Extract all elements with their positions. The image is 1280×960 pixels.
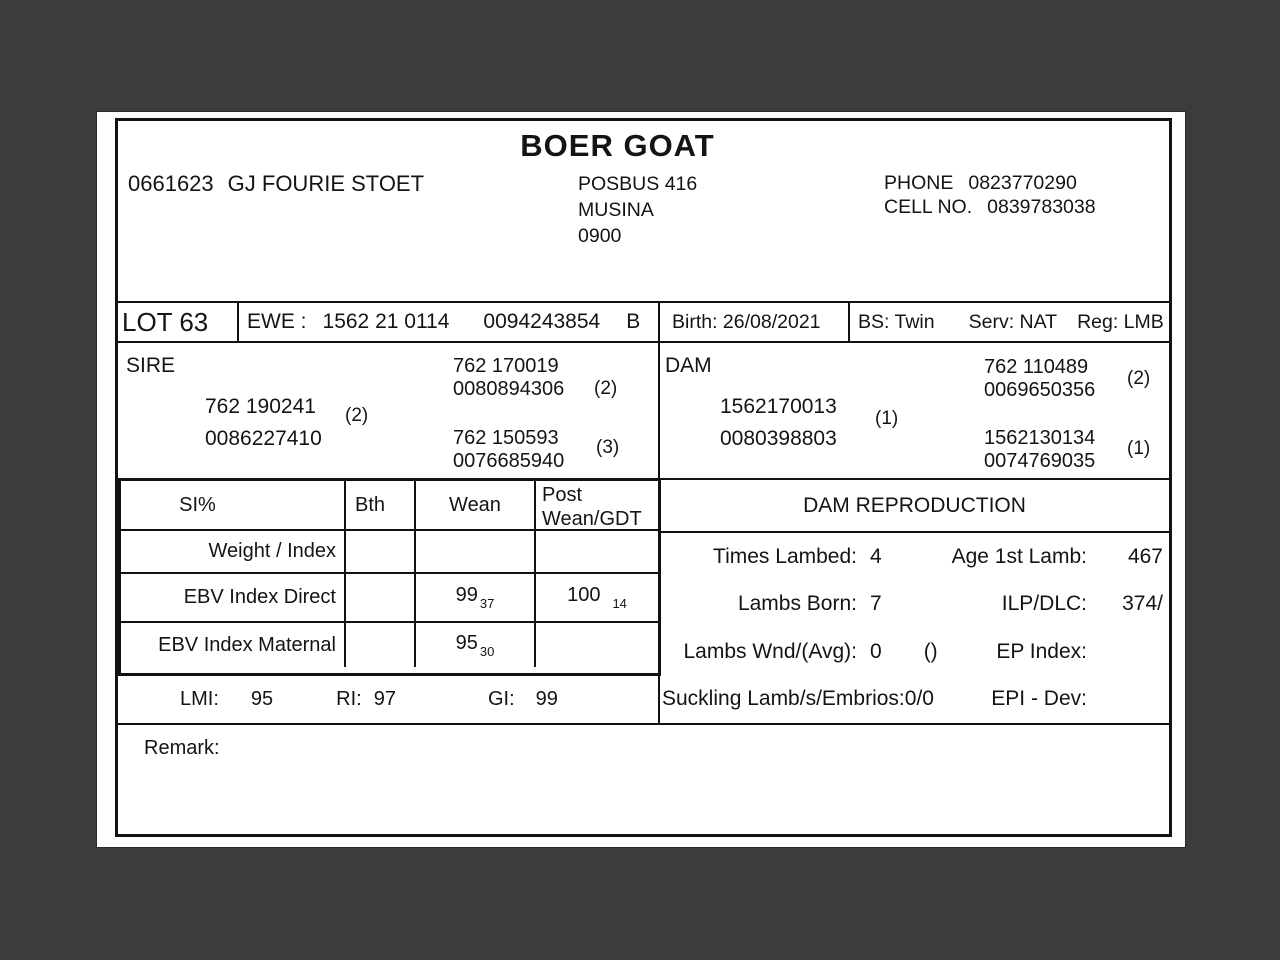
epi-dev-label: EPI - Dev: — [991, 687, 1087, 711]
weight-bth-cell — [346, 531, 416, 572]
sire-parent-id: 762 190241 — [205, 395, 316, 418]
page-title: BOER GOAT — [520, 128, 715, 163]
ilp-dlc-label: ILP/DLC: — [1001, 592, 1087, 616]
ilp-dlc-value: 374/ — [1122, 592, 1163, 616]
address-line-3: 0900 — [578, 225, 622, 247]
sire-grandsire-note: (2) — [594, 378, 618, 399]
address-line-1: POSBUS 416 — [578, 173, 698, 195]
ri-label: RI: — [336, 688, 362, 710]
age-first-lamb-value: 467 — [1127, 544, 1163, 568]
lambs-weaned-label: Lambs Wnd/(Avg): — [683, 639, 857, 663]
owner-id: 0661623 — [128, 171, 214, 196]
index-summary-row — [118, 676, 661, 723]
sire-parent — [205, 391, 322, 455]
dam-reproduction-title: DAM REPRODUCTION — [660, 480, 1169, 533]
dam-label: DAM — [665, 354, 712, 377]
address-block — [578, 171, 697, 249]
pedigree-section — [118, 343, 1169, 478]
weight-wean-cell — [416, 531, 536, 572]
suckling-label: Suckling Lamb/s/Embrios: — [662, 687, 905, 711]
ebv-direct-post-value: 100 — [567, 584, 601, 606]
cell-label: CELL NO. — [884, 196, 973, 218]
ebv-maternal-wean-accuracy: 30 — [479, 643, 495, 659]
phone-label: PHONE — [884, 172, 954, 194]
animal-suffix: B — [626, 310, 641, 333]
document-page — [97, 112, 1185, 847]
dam-rep-row — [660, 628, 1169, 676]
ep-index-label: EP Index: — [996, 639, 1087, 663]
lmi-value: 95 — [250, 688, 274, 710]
cell-number: 0839783038 — [987, 196, 1096, 218]
weight-index-label: Weight / Index — [121, 531, 346, 572]
lambs-weaned-avg: () — [923, 639, 938, 663]
birth-date: Birth: 26/08/2021 — [660, 303, 850, 341]
col-header-post-wean: Post Wean/GDT — [542, 484, 642, 530]
flags-cell — [850, 303, 1169, 341]
address-line-2: MUSINA — [578, 199, 654, 221]
dam-granddam-reg: 0074769035 — [984, 450, 1096, 472]
lmi-label: LMI: — [180, 688, 219, 710]
col-header-wean: Wean — [416, 481, 536, 529]
registration: Reg: LMB — [1077, 310, 1164, 333]
ebv-direct-post-cell — [536, 574, 658, 621]
phone-number: 0823770290 — [968, 172, 1077, 194]
col-header-bth: Bth — [346, 481, 416, 529]
gi-value: 99 — [535, 688, 558, 710]
dam-rep-row — [660, 533, 1169, 581]
performance-header-row — [121, 481, 658, 531]
lot-number: LOT 63 — [118, 303, 239, 341]
ebv-maternal-wean-cell — [416, 623, 536, 667]
age-first-lamb-label: Age 1st Lamb: — [951, 544, 1087, 568]
table-row — [121, 574, 658, 623]
table-row — [121, 623, 658, 667]
performance-table — [118, 478, 661, 676]
lambs-born-value: 7 — [870, 592, 882, 616]
remark-section — [118, 723, 1169, 834]
sire-granddam-note: (3) — [596, 437, 620, 458]
birth-status: BS: Twin — [858, 310, 935, 333]
dam-parent-reg: 0080398803 — [720, 427, 837, 450]
service-type: Serv: NAT — [968, 310, 1058, 333]
gi-label: GI: — [487, 688, 515, 710]
cell-line — [884, 195, 1096, 219]
dam-grandsire-reg: 0069650356 — [984, 379, 1096, 401]
times-lambed-value: 4 — [870, 544, 882, 568]
document-frame — [115, 118, 1172, 837]
ri-value: 97 — [373, 688, 396, 710]
ebv-maternal-post-cell — [536, 623, 658, 667]
animal-id: 1562 21 0114 — [322, 310, 450, 333]
lot-row — [118, 301, 1169, 343]
sire-label: SIRE — [126, 354, 176, 377]
ebv-direct-wean-accuracy: 37 — [479, 596, 495, 611]
owner-line — [128, 171, 424, 197]
lambs-born-label: Lambs Born: — [737, 592, 857, 616]
ebv-direct-label: EBV Index Direct — [121, 574, 346, 621]
dam-rep-row — [660, 676, 1169, 724]
sire-granddam-id: 762 150593 — [453, 427, 559, 449]
animal-cell — [239, 303, 660, 341]
dam-granddam — [984, 427, 1095, 473]
suckling-value: 0/0 — [904, 687, 934, 711]
owner-name: GJ FOURIE STOET — [227, 171, 425, 196]
sire-granddam-reg: 0076685940 — [453, 450, 565, 472]
sire-parent-reg: 0086227410 — [205, 427, 322, 450]
dam-parent-id: 1562170013 — [720, 395, 837, 418]
dam-granddam-id: 1562130134 — [984, 427, 1096, 449]
dam-parent — [720, 391, 837, 455]
remark-label: Remark: — [144, 737, 220, 759]
ebv-maternal-bth-cell — [346, 623, 416, 667]
ebv-direct-wean-value: 99 — [455, 584, 478, 606]
lambs-weaned-value: 0 — [870, 639, 882, 663]
animal-type: EWE : — [247, 310, 307, 333]
table-row — [121, 531, 658, 574]
dam-granddam-note: (1) — [1127, 438, 1151, 459]
sire-grandsire-id: 762 170019 — [453, 355, 559, 377]
dam-grandsire — [984, 356, 1095, 402]
sire-grandsire-reg: 0080894306 — [453, 378, 565, 400]
weight-post-cell — [536, 531, 658, 572]
animal-reg-number: 0094243854 — [483, 310, 601, 333]
dam-reproduction-rows — [660, 533, 1169, 723]
times-lambed-label: Times Lambed: — [713, 544, 857, 568]
dam-grandsire-note: (2) — [1127, 368, 1151, 389]
phone-line — [884, 171, 1096, 195]
dam-grandsire-id: 762 110489 — [984, 356, 1089, 378]
ebv-direct-bth-cell — [346, 574, 416, 621]
ebv-maternal-wean-value: 95 — [455, 631, 478, 654]
ebv-direct-wean-cell — [416, 574, 536, 621]
dam-reproduction-panel — [658, 478, 1169, 723]
pedigree-divider — [658, 343, 660, 478]
dam-rep-row — [660, 581, 1169, 629]
col-header-si: SI% — [121, 481, 346, 529]
ebv-maternal-label: EBV Index Maternal — [121, 623, 346, 667]
sire-granddam — [453, 427, 564, 473]
contact-block — [884, 171, 1096, 219]
ebv-direct-post-accuracy: 14 — [612, 596, 627, 611]
sire-grandsire — [453, 355, 564, 401]
dam-parent-note: (1) — [875, 408, 899, 429]
sire-parent-note: (2) — [345, 405, 369, 426]
